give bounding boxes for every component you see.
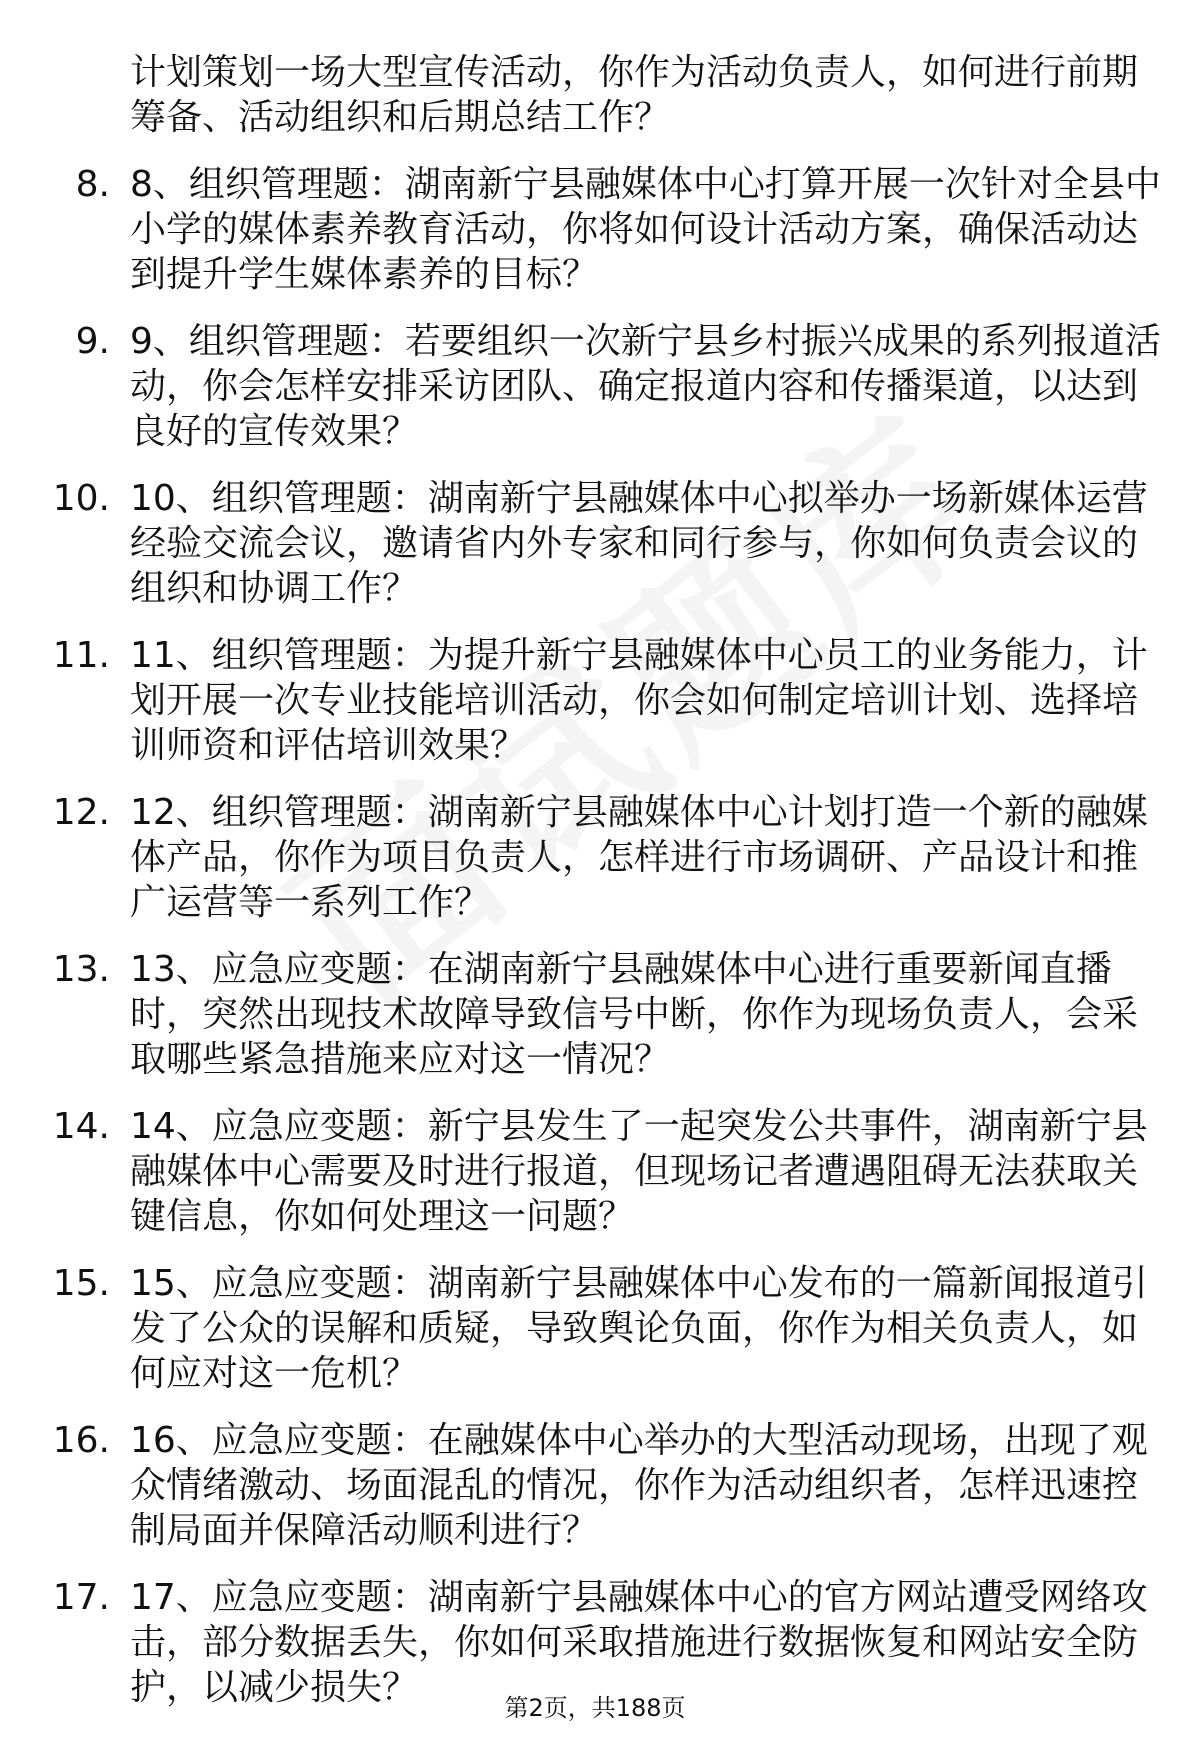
text-line: 13、应急应变题：在湖南新宁县融媒体中心进行重要新闻直播 xyxy=(130,949,1112,990)
continued-question-text xyxy=(130,50,1160,140)
text-line: 15、应急应变题：湖南新宁县融媒体中心发布的一篇新闻报道引 xyxy=(130,1263,1148,1304)
question-item xyxy=(0,319,1190,454)
question-item xyxy=(0,1104,1190,1239)
text-line: 10、组织管理题：湖南新宁县融媒体中心拟举办一场新媒体运营 xyxy=(130,478,1148,519)
text-line: 筹备、活动组织和后期总结工作？ xyxy=(130,97,671,138)
page-footer: 第2页，共188页 xyxy=(504,1694,686,1722)
text-line: 广运营等一系列工作？ xyxy=(130,882,491,923)
text-line: 护，以减少损失？ xyxy=(130,1667,419,1708)
text-line: 良好的宣传效果？ xyxy=(130,411,419,452)
question-item xyxy=(0,1418,1190,1553)
question-number: 10. xyxy=(52,478,110,519)
text-line: 17、应急应变题：湖南新宁县融媒体中心的官方网站遭受网络攻 xyxy=(130,1577,1148,1618)
question-text xyxy=(130,1418,1160,1553)
text-line: 计划策划一场大型宣传活动，你作为活动负责人，如何进行前期 xyxy=(130,52,1139,93)
question-text xyxy=(130,947,1160,1082)
question-item xyxy=(0,476,1190,611)
text-line: 划开展一次专业技能培训活动，你会如何制定培训计划、选择培 xyxy=(130,680,1139,721)
text-line: 11、组织管理题：为提升新宁县融媒体中心员工的业务能力，计 xyxy=(130,635,1148,676)
document-body xyxy=(0,50,1190,1710)
text-line: 到提升学生媒体素养的目标？ xyxy=(130,254,599,295)
question-text xyxy=(130,319,1160,454)
text-line: 12、组织管理题：湖南新宁县融媒体中心计划打造一个新的融媒 xyxy=(130,792,1148,833)
question-item xyxy=(0,1575,1190,1710)
text-line: 经验交流会议，邀请省内外专家和同行参与，你如何负责会议的 xyxy=(130,523,1139,564)
text-line: 小学的媒体素养教育活动，你将如何设计活动方案，确保活动达 xyxy=(130,209,1139,250)
question-number: 9. xyxy=(75,321,110,362)
text-line: 击，部分数据丢失，你如何采取措施进行数据恢复和网站安全防 xyxy=(130,1622,1139,1663)
question-item xyxy=(0,790,1190,925)
question-list xyxy=(0,162,1190,1710)
question-number: 13. xyxy=(52,949,110,990)
question-item xyxy=(0,1261,1190,1396)
text-line: 时，突然出现技术故障导致信号中断，你作为现场负责人，会采 xyxy=(130,994,1139,1035)
text-line: 16、应急应变题：在融媒体中心举办的大型活动现场，出现了观 xyxy=(130,1420,1148,1461)
text-line: 键信息，你如何处理这一问题？ xyxy=(130,1196,635,1237)
text-line: 何应对这一危机？ xyxy=(130,1353,419,1394)
text-line: 组织和协调工作？ xyxy=(130,568,419,609)
question-item xyxy=(0,633,1190,768)
question-text xyxy=(130,162,1160,297)
question-number: 15. xyxy=(52,1263,110,1304)
question-number: 11. xyxy=(52,635,110,676)
text-line: 融媒体中心需要及时进行报道，但现场记者遭遇阻碍无法获取关 xyxy=(130,1151,1139,1192)
text-line: 众情绪激动、场面混乱的情况，你作为活动组织者，怎样迅速控 xyxy=(130,1465,1139,1506)
question-text xyxy=(130,476,1160,611)
question-text xyxy=(130,790,1160,925)
text-line: 体产品，你作为项目负责人，怎样进行市场调研、产品设计和推 xyxy=(130,837,1139,878)
question-text xyxy=(130,633,1160,768)
text-line: 动，你会怎样安排采访团队、确定报道内容和传播渠道，以达到 xyxy=(130,366,1139,407)
question-text xyxy=(130,1104,1160,1239)
question-number: 17. xyxy=(52,1577,110,1618)
question-number: 14. xyxy=(52,1106,110,1147)
question-number: 8. xyxy=(75,164,110,205)
question-number: 16. xyxy=(52,1420,110,1461)
question-item xyxy=(0,162,1190,297)
text-line: 14、应急应变题：新宁县发生了一起突发公共事件，湖南新宁县 xyxy=(130,1106,1148,1147)
question-text xyxy=(130,1261,1160,1396)
question-item xyxy=(0,947,1190,1082)
question-number: 12. xyxy=(52,792,110,833)
text-line: 9、组织管理题：若要组织一次新宁县乡村振兴成果的系列报道活 xyxy=(130,321,1161,362)
text-line: 取哪些紧急措施来应对这一情况？ xyxy=(130,1039,671,1080)
text-line: 制局面并保障活动顺利进行？ xyxy=(130,1510,599,1551)
text-line: 8、组织管理题：湖南新宁县融媒体中心打算开展一次针对全县中 xyxy=(130,164,1161,205)
text-line: 训师资和评估培训效果？ xyxy=(130,725,527,766)
text-line: 发了公众的误解和质疑，导致舆论负面，你作为相关负责人，如 xyxy=(130,1308,1139,1349)
question-text xyxy=(130,1575,1160,1710)
